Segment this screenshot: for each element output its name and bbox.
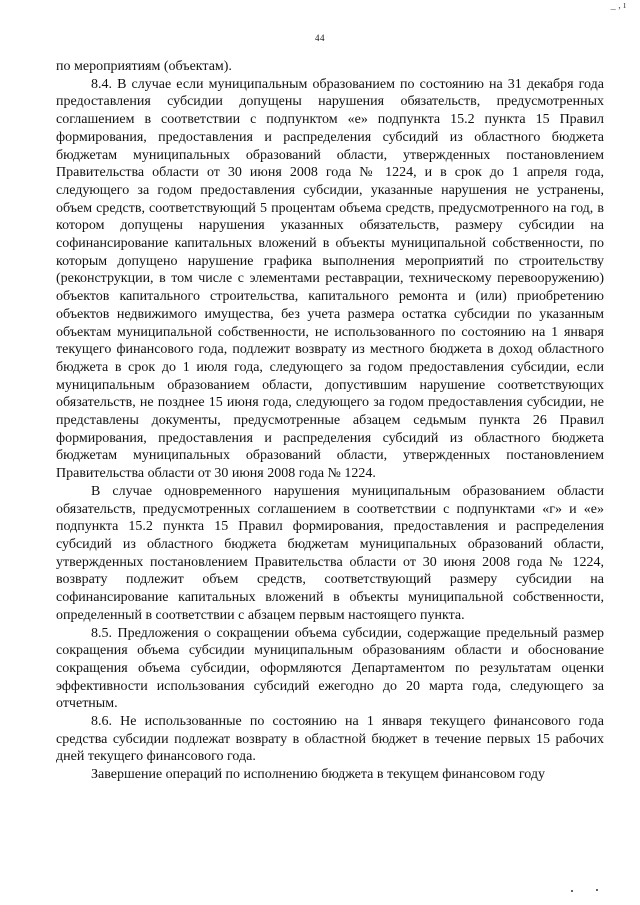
page-number: 44 [315, 33, 325, 43]
paragraph-8-5: 8.5. Предложения о сокращении объема субсидии, содержащие предельный размер сокращения объема субсидии муниципальным образованиям области и обоснование сокращения объема субсидии, оформляются Департаментом по результатам оценки эффективности использования субсидий ежегодно до 20 марта года, следующего за отчетным. [56, 625, 604, 712]
scan-speck [596, 889, 598, 891]
document-body [56, 58, 604, 784]
paragraph-8-4: 8.4. В случае если муниципальным образованием по состоянию на 31 декабря года предоставления субсидии допущены нарушения обязательств, предусмотренных соглашением в соответствии с подпунктом «е» подпункта 15.2 пункта 15 Правил формирования, предоставления и распределения субсидий из областного бюджета бюджетам муниципальных образований области, утвержденных постановлением Правительства области от 30 июня 2008 года № 1224, и в срок до 1 апреля года, следующего за годом предоставления субсидии, указанные нарушения не устранены, объем средств, соответствующий 5 процентам объема средств, предусмотренного на год, в котором допущены нарушения указанных обязательств, размеру субсидии на софинансирование капитальных вложений в объекты муниципальной собственности, по которым допущено нарушение графика выполнения мероприятий по строительству (реконструкции, в том числе с элементами реставрации, техническому перевооружению) объектов капитального строительства, капитального ремонта и (или) приобретению объектов недвижимого имущества, без учета размера остатка субсидии по указанным объектам муниципальной собственности, не использованного по состоянию на 1 января текущего финансового года, подлежит возврату из местного бюджета в доход областного бюджета в срок до 1 июля года, следующего за годом предоставления субсидии, если муниципальным образованием области, допустившим нарушение соответствующих обязательств, не позднее 15 июня года, следующего за годом предоставления субсидии, не представлены документы, предусмотренные абзацем седьмым пункта 26 Правил формирования, предоставления и распределения субсидий из областного бюджета бюджетам муниципальных образований области, утвержденных постановлением Правительства области от 30 июня 2008 года № 1224. [56, 76, 604, 482]
scan-corner-mark: _ , ı [610, 0, 626, 11]
paragraph-simultaneous-violation: В случае одновременного нарушения муниципальным образованием области обязательств, предусмотренных соглашением в соответствии с подпунктами «г» и «е» подпункта 15.2 пункта 15 Правил формирования, предоставления и распределения субсидий из областного бюджета бюджетам муниципальных образований области, утвержденных постановлением Правительства области от 30 июня 2008 года № 1224, возврату подлежит объем средств, соответствующий размеру субсидии на софинансирование капитальных вложений в объекты муниципальной собственности, определенный в соответствии с абзацем первым настоящего пункта. [56, 483, 604, 623]
paragraph-budget-completion: Завершение операций по исполнению бюджета в текущем финансовом году [91, 767, 545, 783]
scan-speck [571, 890, 573, 892]
paragraph-8-6: 8.6. Не использованные по состоянию на 1 января текущего финансового года средства субсидии подлежат возврату в областной бюджет в течение первых 15 рабочих дней текущего финансового года. [56, 714, 604, 765]
paragraph-continuation: по мероприятиям (объектам). [56, 59, 232, 74]
